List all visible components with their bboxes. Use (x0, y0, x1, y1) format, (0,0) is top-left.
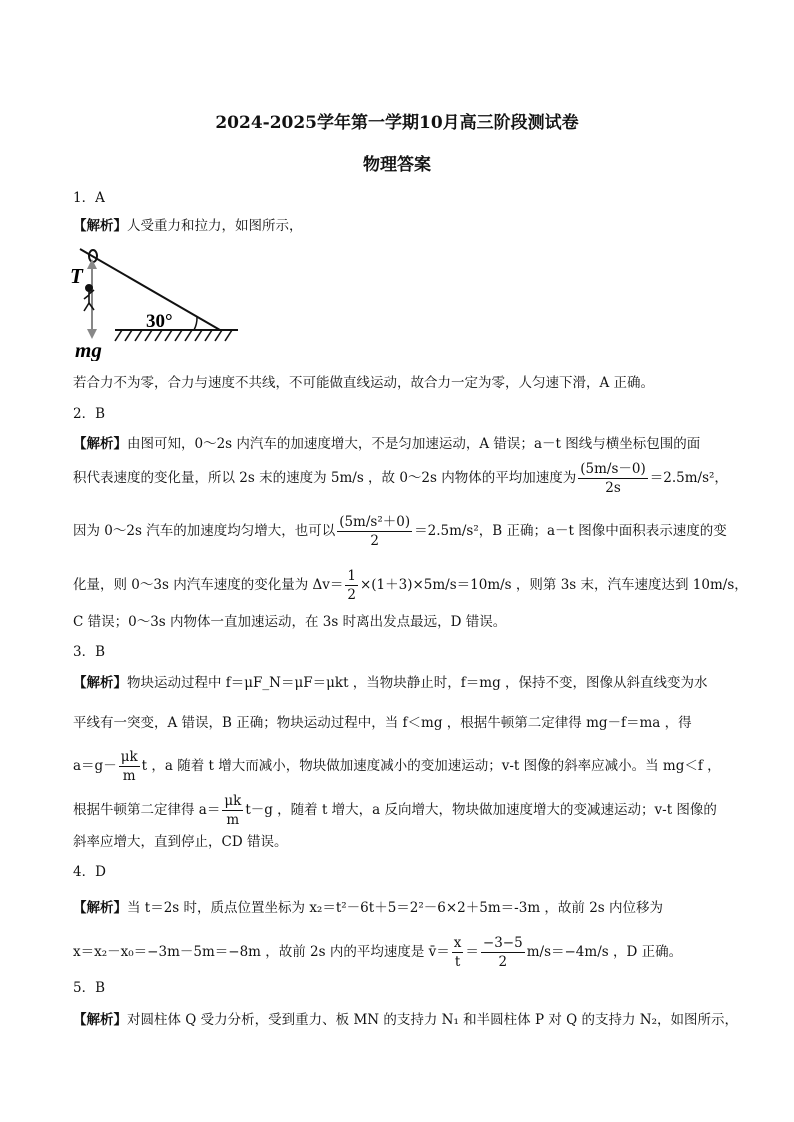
q3-tag: 【解析】 (73, 675, 127, 691)
q2-line1 (73, 434, 733, 454)
q4-text: m/s＝−4m/s ，D 正确。 (526, 944, 683, 960)
q1-number: 1．A (73, 190, 105, 206)
q2-tag: 【解析】 (73, 436, 127, 452)
q4-text: x＝x₂－x₀＝−3m－5m＝−8m ，故前 2s 内的平均速度是 v̄＝ (73, 944, 450, 960)
fraction-den: m (122, 768, 136, 784)
fraction-num: μk (224, 793, 242, 809)
q3-line1 (73, 673, 733, 693)
q2-text: ＝2.5m/s²， (649, 470, 728, 486)
q2-text: 由图可知，0～2s 内汽车的加速度增大，不是匀加速运动，A 错误； (127, 436, 534, 452)
q3-line2: 平线有一突变，A 错误，B 正确；物块运动过程中，当 f＜mg ，根据牛顿第二定律得 mg－f＝ma ，得 (73, 715, 692, 731)
q3-text: a＝g－ (73, 758, 117, 774)
fraction-num: −3−5 (482, 935, 523, 951)
q5-tag: 【解析】 (73, 1012, 127, 1028)
q2-text: 积代表速度的变化量，所以 2s 末的速度为 5m/s ，故 0～2s 内物体的平均加速度为 (73, 470, 577, 486)
q2-fraction (578, 460, 648, 497)
q4-number: 4．D (73, 864, 106, 880)
fraction-den: 2 (347, 587, 356, 603)
fraction-num: (5m/s－0) (580, 461, 646, 477)
q2-line2 (73, 460, 733, 497)
fraction-num: x (453, 935, 462, 951)
q4-line1 (73, 898, 733, 918)
q1-text1: 人受重力和拉力，如图所示， (127, 218, 303, 234)
q4-text: ＝ (465, 944, 479, 960)
q3-text: 根据牛顿第二定律得 a＝ (73, 802, 221, 818)
q3-fraction (222, 792, 243, 829)
fraction-num: μk (120, 749, 138, 765)
ground-hatch (115, 330, 232, 341)
q3-fraction (119, 748, 140, 785)
q2-line3 (73, 513, 733, 550)
q3-line5: 斜率应增大，直到停止，CD 错误。 (73, 834, 288, 850)
fraction-den: 2 (370, 533, 379, 549)
q2-text: 化量，则 0～3s 内汽车速度的变化量为 Δv＝ (73, 577, 344, 593)
fraction-den: m (226, 812, 240, 828)
q4-fraction (481, 934, 525, 971)
q3-line4 (73, 792, 733, 829)
q3-text: 物块运动过程中 f＝μF_N＝μF＝μkt ，当物块静止时，f＝mg ，保持不变，图像从斜直线变为水 (127, 675, 708, 691)
q4-fraction (452, 934, 464, 971)
fraction-num: (5m/s²＋0) (339, 514, 411, 530)
q2-text: 因为 0～2s 汽车的加速度均匀增大，也可以 (73, 523, 336, 539)
q3-text: t－g ，随着 t 增大，a 反向增大，物块做加速度增大的变减速运动；v-t 图像的 (245, 802, 717, 818)
q5-text: 对圆柱体 Q 受力分析，受到重力、板 MN 的支持力 N₁ 和半圆柱体 P 对 Q 的支持力 N₂，如图所示， (127, 1012, 739, 1028)
q3-line3 (73, 748, 733, 785)
q1-tag: 【解析】 (73, 218, 127, 234)
q2-text: ×(1＋3)×5m/s＝10m/s ，则第 3s 末，汽车速度达到 10m/s， (359, 577, 748, 593)
page-title: 2024-2025学年第一学期10月高三阶段测试卷 (215, 113, 579, 133)
q4-tag: 【解析】 (73, 900, 127, 916)
q3-text: t ，a 随着 t 增大而减小，物块做加速度减小的变加速运动；v-t 图像的斜率应减小。当 mg＜f ， (141, 758, 721, 774)
angle-arc (194, 317, 197, 330)
q1-line2: 若合力不为零，合力与速度不共线，不可能做直线运动，故合力一定为零，人匀速下滑，A 正确。 (73, 375, 655, 391)
q2-number: 2．B (73, 406, 106, 422)
q2-text: ＝2.5m/s²，B 正确；a－t 图像中面积表示速度的变 (414, 523, 727, 539)
fraction-den: t (454, 954, 461, 970)
q2-text: a－t 图线与横坐标包围的面 (533, 436, 701, 452)
q3-number: 3．B (73, 644, 106, 660)
q2-line5: C 错误；0～3s 内物体一直加速运动，在 3s 时离出发点最远，D 错误。 (73, 614, 507, 630)
q4-text: 当 t＝2s 时，质点位置坐标为 x₂＝t²－6t＋5＝2²－6×2＋5m＝-3m ，故前 2s 内位移为 (127, 900, 664, 916)
label-angle: 30° (146, 311, 173, 332)
fraction-num: 1 (347, 568, 356, 584)
q2-fraction (337, 513, 412, 550)
q5-number: 5．B (73, 980, 106, 996)
fraction-den: 2 (498, 954, 508, 970)
q2-line4 (73, 567, 748, 604)
page-subtitle: 物理答案 (363, 155, 431, 175)
q2-fraction (345, 567, 358, 604)
q1-line1 (73, 216, 733, 236)
fraction-den: 2s (605, 480, 621, 496)
label-T: T (70, 264, 83, 288)
q4-line2 (73, 934, 733, 971)
q1-force-diagram (70, 243, 250, 361)
q5-line1 (73, 1010, 739, 1030)
label-mg: mg (75, 338, 102, 361)
